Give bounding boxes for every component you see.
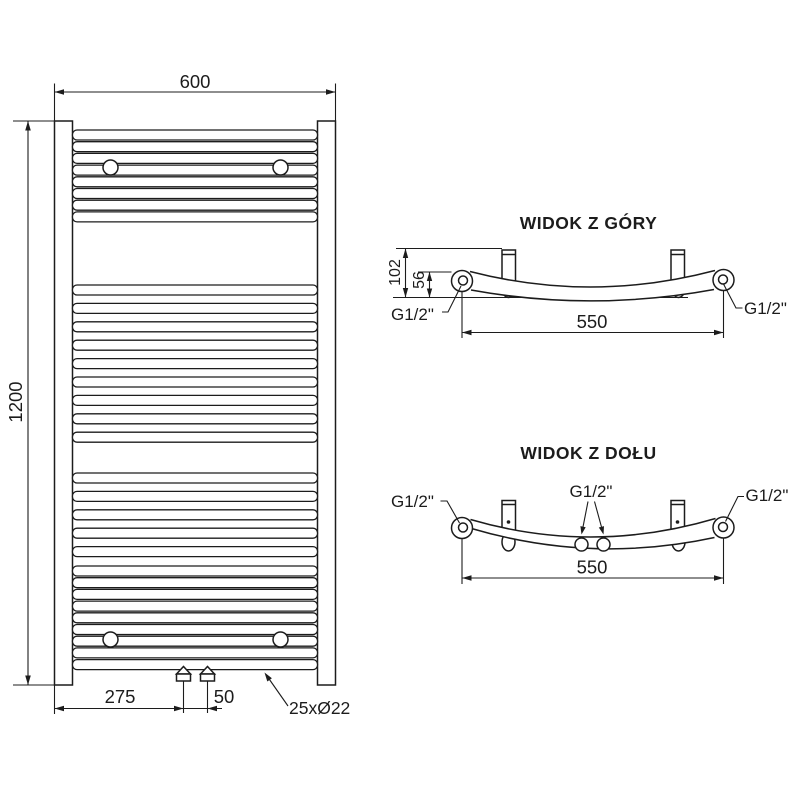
connection-span-label: 550 bbox=[576, 556, 608, 578]
rung bbox=[73, 528, 318, 538]
wall-bracket-left bbox=[502, 501, 516, 552]
rung bbox=[73, 130, 318, 140]
dim-pipe-depth bbox=[411, 271, 452, 298]
rung bbox=[73, 566, 318, 576]
rung bbox=[73, 142, 318, 152]
pipe-end-right-bore bbox=[719, 275, 728, 284]
valve-connections bbox=[177, 667, 215, 714]
right-connection-label: G1/2" bbox=[745, 486, 789, 505]
arrowhead bbox=[55, 706, 65, 711]
right-connection-label: G1/2" bbox=[744, 299, 787, 318]
leader-line bbox=[583, 502, 588, 528]
connection-label-right bbox=[724, 284, 787, 318]
rung bbox=[73, 285, 318, 295]
front-view bbox=[5, 71, 350, 718]
dim-height bbox=[5, 121, 54, 685]
rung bbox=[73, 303, 318, 313]
width-dim-label: 600 bbox=[179, 71, 211, 92]
arrowhead bbox=[326, 89, 336, 94]
arrowhead bbox=[403, 288, 408, 298]
arrowhead bbox=[462, 330, 472, 335]
rung bbox=[73, 322, 318, 332]
left-connection-label: G1/2" bbox=[391, 492, 434, 511]
arrowhead bbox=[462, 575, 472, 580]
rung bbox=[73, 547, 318, 557]
left-collector-tube bbox=[55, 121, 73, 685]
rung bbox=[73, 660, 318, 670]
rung bbox=[73, 395, 318, 405]
rung bbox=[73, 212, 318, 222]
mounting-hole bbox=[103, 632, 118, 647]
right-collector-tube bbox=[318, 121, 336, 685]
rung bbox=[73, 432, 318, 442]
rung bbox=[73, 414, 318, 424]
center-connection-label: G1/2" bbox=[569, 482, 613, 501]
bottom-view bbox=[391, 443, 788, 584]
rung bbox=[73, 359, 318, 369]
mounting-hole bbox=[273, 632, 288, 647]
valve-symbol-body bbox=[201, 674, 215, 681]
arrowhead bbox=[25, 676, 31, 686]
rung bbox=[73, 189, 318, 199]
rung bbox=[73, 648, 318, 658]
center-connection-port bbox=[597, 538, 610, 551]
pipe-end-right-bore bbox=[719, 523, 728, 532]
pipe-end-left-bore bbox=[459, 276, 468, 285]
connection-label-left bbox=[391, 492, 460, 523]
center-connection-port bbox=[575, 538, 588, 551]
leader-line bbox=[595, 502, 602, 528]
rung bbox=[73, 377, 318, 387]
top-view-title: WIDOK Z GÓRY bbox=[519, 213, 658, 233]
mounting-hole bbox=[103, 160, 118, 175]
rung bbox=[73, 613, 318, 623]
dim-width bbox=[55, 71, 336, 121]
top-view bbox=[387, 212, 787, 338]
valve-spacing-label: 50 bbox=[213, 686, 235, 707]
rung bbox=[73, 601, 318, 611]
bracket-screw-dot bbox=[507, 520, 511, 524]
rungs bbox=[73, 130, 318, 670]
arrowhead bbox=[174, 706, 184, 711]
arrowhead bbox=[403, 249, 408, 259]
arrowhead bbox=[599, 526, 604, 534]
collector-note-label: 25xØ22 bbox=[289, 698, 351, 718]
left-connection-label: G1/2" bbox=[391, 305, 434, 324]
collector-note bbox=[265, 673, 351, 719]
valve-offset-label: 275 bbox=[104, 686, 136, 707]
bottom-view-title: WIDOK Z DOŁU bbox=[520, 443, 657, 463]
connection-label-left bbox=[391, 286, 461, 324]
mounting-hole bbox=[273, 160, 288, 175]
connection-span-label: 550 bbox=[576, 311, 608, 332]
leader-line bbox=[267, 676, 288, 706]
arrowhead bbox=[580, 526, 585, 534]
pipe-depth-label: 56 bbox=[411, 271, 428, 289]
mount-depth-label: 102 bbox=[387, 259, 404, 286]
rung bbox=[73, 200, 318, 210]
arrowhead bbox=[714, 330, 724, 335]
connection-label-center bbox=[570, 482, 613, 535]
pipe-end-left-bore bbox=[459, 523, 468, 532]
rung bbox=[73, 177, 318, 187]
valve-symbol-body bbox=[177, 674, 191, 681]
arrowhead bbox=[25, 121, 31, 131]
connection-label-right bbox=[726, 486, 789, 522]
arrowhead bbox=[55, 89, 65, 94]
rung bbox=[73, 510, 318, 520]
rung bbox=[73, 589, 318, 599]
arrowhead bbox=[714, 575, 724, 580]
rung bbox=[73, 473, 318, 483]
height-dim-label: 1200 bbox=[5, 381, 26, 423]
rung bbox=[73, 491, 318, 501]
bracket-screw-dot bbox=[676, 520, 680, 524]
arrowhead bbox=[265, 673, 272, 682]
radiator-body bbox=[55, 121, 336, 685]
rung bbox=[73, 578, 318, 588]
rung bbox=[73, 340, 318, 350]
